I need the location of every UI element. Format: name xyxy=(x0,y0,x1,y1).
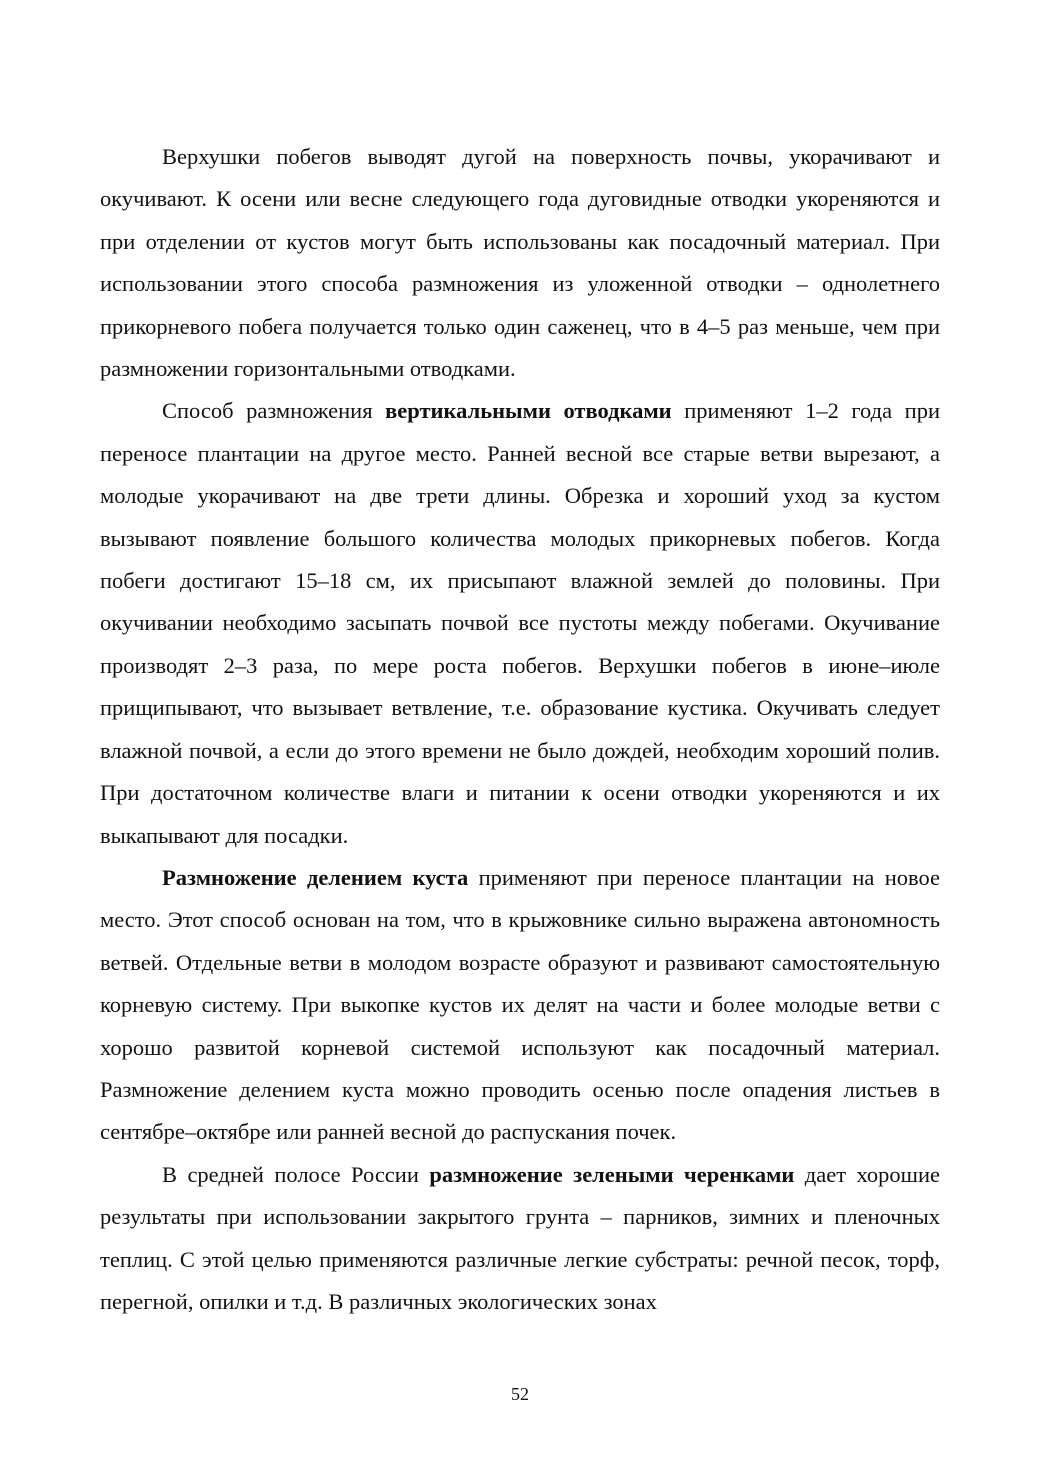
paragraph-text: Способ размножения xyxy=(162,398,386,424)
paragraph-text: Верхушки побегов выводят дугой на поверхность почвы, укорачивают и окучивают. К осени или весне следующего года дуговидные отводки укореняются и при отделении от кустов могут быть использованы как посадочный материал. При использовании этого способа размножения из уложенной отводки – однолетнего прикорневого побега получается только один саженец, что в 4–5 раз меньше, чем при размножении горизонтальными отводками. xyxy=(100,144,940,382)
bold-term: вертикальными отводками xyxy=(385,398,672,424)
paragraph xyxy=(100,857,940,1154)
paragraph xyxy=(100,1154,940,1324)
bold-term: размножение зелеными черенками xyxy=(429,1161,795,1187)
paragraph-text: дает хорошие результаты при использовании закрытого грунта – парников, зимних и пленочных теплиц. С этой целью применяются различные легкие субстраты: речной песок, торф, перегной, опилки и т.д. В различных экологических зонах xyxy=(100,1161,940,1314)
paragraph-text: применяют при переносе плантации на новое место. Этот способ основан на том, что в крыжовнике сильно выражена автономность ветвей. Отдельные ветви в молодом возрасте образуют и развивают самостоятельную корневую систему. При выкопке кустов их делят на части и более молодые ветви с хорошо развитой корневой системой используют как посадочный материал. Размножение делением куста можно проводить осенью после опадения листьев в сентябре–октябре или ранней весной до распускания почек. xyxy=(100,864,940,1145)
paragraph-text: В средней полосе России xyxy=(162,1161,430,1187)
text-body xyxy=(100,136,940,1323)
page-number: 52 xyxy=(511,1384,529,1404)
paragraph-text: применяют 1–2 года при переносе плантации на другое место. Ранней весной все старые ветви вырезают, а молодые укорачивают на две трети длины. Обрезка и хороший уход за кустом вызывают появление большого количества молодых прикорневых побегов. Когда побеги достигают 15–18 см, их присыпают влажной землей до половины. При окучивании необходимо засыпать почвой все пустоты между побегами. Окучивание производят 2–3 раза, по мере роста побегов. Верхушки побегов в июне–июле прищипывают, что вызывает ветвление, т.е. образование кустика. Окучивать следует влажной почвой, а если до этого времени не было дождей, необходим хороший полив. При достаточном количестве влаги и питании к осени отводки укореняются и их выкапывают для посадки. xyxy=(100,398,940,848)
paragraph xyxy=(100,136,940,390)
paragraph xyxy=(100,390,940,856)
bold-term: Размножение делением куста xyxy=(162,864,469,890)
